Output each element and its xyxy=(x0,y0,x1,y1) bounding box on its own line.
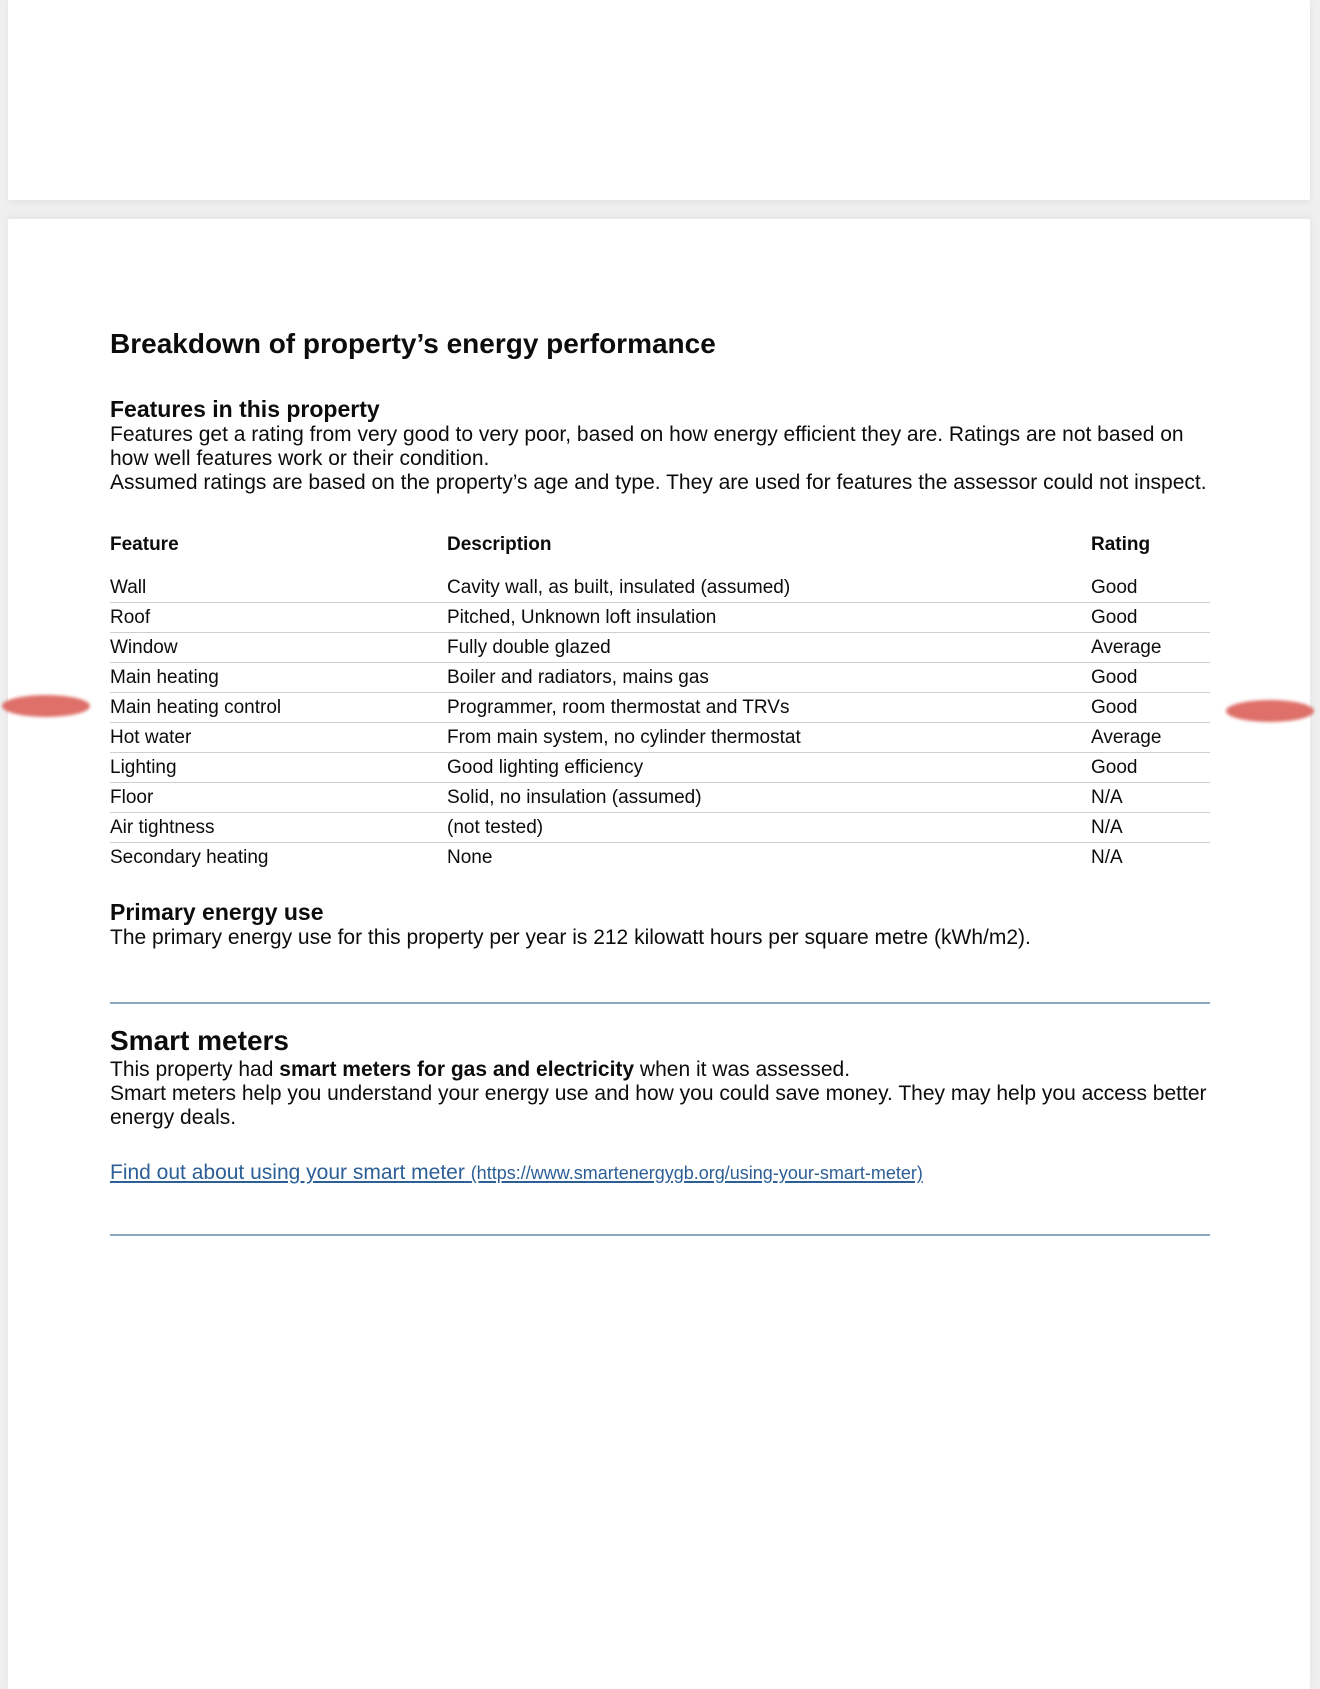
previous-page xyxy=(8,0,1310,200)
row-description: Solid, no insulation (assumed) xyxy=(447,783,1091,813)
smart-meters-title: Smart meters xyxy=(110,1025,289,1056)
smart-meter-link-url[interactable]: (https://www.smartenergygb.org/using-your-smart-meter) xyxy=(470,1163,923,1183)
primary-energy-title: Primary energy use xyxy=(110,899,324,925)
row-feature: Hot water xyxy=(110,723,447,753)
breakdown-title: Breakdown of property’s energy performance xyxy=(110,328,716,359)
row-rating: Good xyxy=(1091,663,1210,693)
row-rating: N/A xyxy=(1091,847,1123,868)
section-divider xyxy=(110,1234,1210,1236)
smart-meters-paragraph-2: Smart meters help you understand your energy use and how you could save money. They may help you access better energy deals. xyxy=(110,1082,1207,1129)
row-description: Fully double glazed xyxy=(447,633,1091,663)
table-header-row xyxy=(110,535,1210,573)
row-feature: Lighting xyxy=(110,753,447,783)
row-rating: N/A xyxy=(1091,813,1210,843)
table-row xyxy=(110,813,1210,843)
table-row xyxy=(110,843,1210,873)
row-description: Good lighting efficiency xyxy=(447,753,1091,783)
header-rating: Rating xyxy=(1091,534,1151,555)
row-description: Cavity wall, as built, insulated (assumed) xyxy=(447,573,1091,603)
features-title: Features in this property xyxy=(110,396,380,422)
table-row xyxy=(110,603,1210,633)
header-feature: Feature xyxy=(110,534,179,555)
row-description: Programmer, room thermostat and TRVs xyxy=(447,693,1091,723)
row-description: From main system, no cylinder thermostat xyxy=(447,723,1091,753)
row-description: Pitched, Unknown loft insulation xyxy=(447,603,1091,633)
table-row xyxy=(110,753,1210,783)
row-feature: Roof xyxy=(110,603,447,633)
smart-meters-paragraph-1 xyxy=(110,1058,1210,1082)
row-feature: Main heating control xyxy=(110,693,447,723)
smart-meter-link-text[interactable]: Find out about using your smart meter xyxy=(110,1161,465,1184)
row-rating: Good xyxy=(1091,693,1210,723)
row-rating: Good xyxy=(1091,573,1210,603)
row-rating: Good xyxy=(1091,753,1210,783)
document-page xyxy=(8,219,1310,1689)
row-description: Boiler and radiators, mains gas xyxy=(447,663,1091,693)
row-description: (not tested) xyxy=(447,813,1091,843)
table-row xyxy=(110,783,1210,813)
row-rating: Average xyxy=(1091,723,1210,753)
features-table xyxy=(110,535,1210,872)
row-rating: N/A xyxy=(1091,783,1210,813)
row-description: None xyxy=(447,847,493,868)
smart-meter-link[interactable] xyxy=(110,1160,1210,1186)
table-row xyxy=(110,663,1210,693)
header-description: Description xyxy=(447,534,552,555)
row-feature: Air tightness xyxy=(110,813,447,843)
smart-meters-text-before: This property had xyxy=(110,1058,280,1081)
row-rating: Good xyxy=(1091,603,1210,633)
row-feature: Main heating xyxy=(110,663,447,693)
row-rating: Average xyxy=(1091,633,1210,663)
section-divider xyxy=(110,1002,1210,1004)
red-highlight-mark xyxy=(2,695,90,717)
red-highlight-mark xyxy=(1226,700,1314,722)
table-row xyxy=(110,723,1210,753)
table-row xyxy=(110,693,1210,723)
smart-meters-bold-text: smart meters for gas and electricity xyxy=(279,1058,635,1081)
row-feature: Secondary heating xyxy=(110,847,269,868)
primary-energy-text: The primary energy use for this property per year is 212 kilowatt hours per square metre (kWh/m2). xyxy=(110,926,1031,949)
page-content xyxy=(110,327,1210,1236)
row-feature: Window xyxy=(110,633,447,663)
row-feature: Floor xyxy=(110,783,447,813)
row-feature: Wall xyxy=(110,573,447,603)
table-row xyxy=(110,633,1210,663)
table-row xyxy=(110,573,1210,603)
features-paragraph-1: Features get a rating from very good to very poor, based on how energy efficient they are. Ratings are not based on how well features work or their condition. xyxy=(110,423,1184,470)
smart-meters-text-after: when it was assessed. xyxy=(634,1058,851,1081)
features-paragraph-2: Assumed ratings are based on the property’s age and type. They are used for features the assessor could not inspect. xyxy=(110,471,1207,494)
